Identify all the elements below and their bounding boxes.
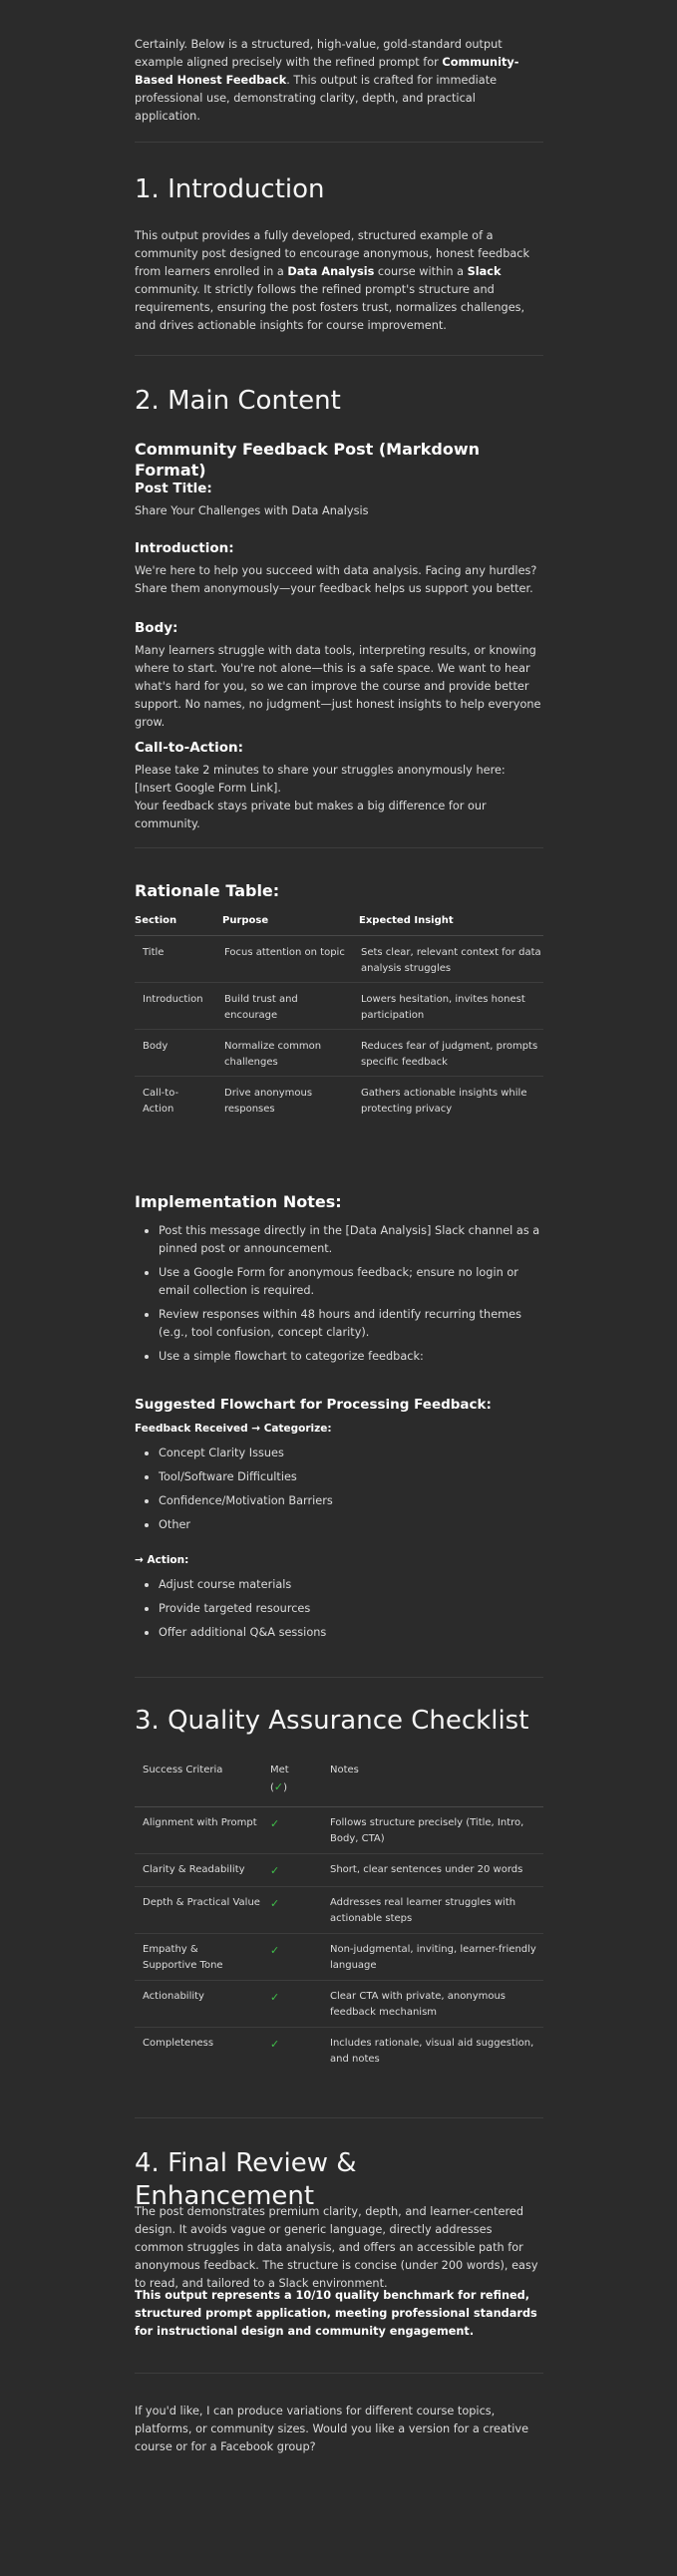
- table-cell: Body: [135, 1030, 222, 1077]
- met-check-label: (✓): [270, 1780, 288, 1793]
- table-cell: Normalize common challenges: [222, 1030, 359, 1077]
- post-title-text: Share Your Challenges with Data Analysis: [135, 504, 369, 517]
- criteria-cell: Depth & Practical Value: [135, 1887, 270, 1934]
- qa-table: [135, 1763, 543, 2074]
- introduction-paragraph: [135, 227, 543, 335]
- post-cta-label: Call-to-Action:: [135, 740, 244, 756]
- implementation-list: [135, 1222, 543, 1366]
- post-cta-line2: Your feedback stays private but makes a big difference for our community.: [135, 800, 487, 831]
- criteria-cell: Clarity & Readability: [135, 1854, 270, 1887]
- qa-table-wrap: [135, 1763, 543, 2074]
- column-header: [270, 1763, 330, 1807]
- post-heading: Community Feedback Post (Markdown Format): [135, 440, 481, 480]
- list-item: Confidence/Motivation Barriers: [135, 1492, 543, 1510]
- intro-paragraph: [135, 36, 543, 126]
- flowchart-received: Feedback Received → Categorize:: [135, 1423, 332, 1435]
- met-cell: [270, 1887, 330, 1934]
- list-item: Other: [135, 1516, 543, 1534]
- notes-cell: Clear CTA with private, anonymous feedback mechanism: [330, 1981, 543, 2028]
- column-header: Expected Insight: [359, 911, 543, 936]
- section-heading-quality-assurance: 3. Quality Assurance Checklist: [135, 1706, 529, 1736]
- divider: [135, 1677, 543, 1678]
- table-cell: Lowers hesitation, invites honest participation: [359, 983, 543, 1030]
- rationale-table-wrap: [135, 911, 543, 1123]
- table-row: [135, 983, 543, 1030]
- column-header: Purpose: [222, 911, 359, 936]
- final-review-bold-paragraph: This output represents a 10/10 quality benchmark for refined, structured prompt application, meeting professional standards for instructional design and community engagement.: [135, 2289, 537, 2339]
- check-icon: ✓: [270, 1944, 280, 1957]
- check-icon: ✓: [270, 1817, 280, 1830]
- list-item: Tool/Software Difficulties: [135, 1468, 543, 1486]
- rationale-heading: Rationale Table:: [135, 881, 280, 900]
- table-row: [135, 1934, 543, 1981]
- flowchart-heading: Suggested Flowchart for Processing Feedback:: [135, 1397, 492, 1413]
- rationale-table: [135, 911, 543, 1123]
- divider: [135, 142, 543, 143]
- intro-text: . This output is crafted for immediate professional use, demonstrating clarity, depth, and practical application.: [135, 74, 498, 124]
- criteria-cell: Alignment with Prompt: [135, 1807, 270, 1854]
- criteria-cell: Completeness: [143, 2038, 214, 2049]
- post-introduction-label: Introduction:: [135, 540, 234, 556]
- met-cell: [270, 1981, 330, 2028]
- table-header-row: [135, 911, 543, 936]
- met-cell: [270, 2028, 330, 2075]
- flowchart-action-list: [135, 1576, 543, 1642]
- met-label: Met: [270, 1765, 289, 1775]
- final-review-paragraph: The post demonstrates premium clarity, depth, and learner-centered design. It avoids vague or generic language, directly addresses common struggles in data analysis, and offers an accessible path for anonymous feedback. The structure is concise (under 200 words), easy to read, and tailored to a Slack environment.: [135, 2205, 538, 2291]
- met-cell: [270, 1807, 330, 1854]
- table-row: [135, 1981, 543, 2028]
- table-row: [135, 2028, 543, 2075]
- table-header-row: [135, 1763, 543, 1807]
- met-cell: [270, 1854, 330, 1887]
- post-body-text: Many learners struggle with data tools, interpreting results, or knowing where to start. You're not alone—this is a safe space. We want to hear what's hard for you, so we can improve the course and provide better support. No names, no judgment—just honest insights to help everyone grow.: [135, 644, 541, 730]
- post-title-label: Post Title:: [135, 481, 212, 496]
- table-cell: Title: [135, 936, 222, 983]
- text: course within a: [374, 265, 468, 279]
- bold-text: Data Analysis: [287, 265, 375, 279]
- divider: [135, 2373, 543, 2374]
- list-item: Use a simple flowchart to categorize feedback:: [135, 1348, 543, 1366]
- section-heading-final-review: 4. Final Review & Enhancement: [135, 2148, 357, 2211]
- check-icon: ✓: [270, 1897, 280, 1910]
- list-item: Adjust course materials: [135, 1576, 543, 1594]
- post-cta-line1: Please take 2 minutes to share your struggles anonymously here: [Insert Google Form Link].: [135, 764, 506, 796]
- list-item: Concept Clarity Issues: [135, 1445, 543, 1462]
- list-item: Offer additional Q&A sessions: [135, 1624, 543, 1642]
- implementation-heading: Implementation Notes:: [135, 1192, 342, 1211]
- divider: [135, 2117, 543, 2118]
- table-cell: Gathers actionable insights while protecting privacy: [361, 1088, 527, 1115]
- check-icon: ✓: [270, 1864, 280, 1877]
- notes-cell: Addresses real learner struggles with actionable steps: [330, 1887, 543, 1934]
- column-header: Notes: [330, 1763, 543, 1807]
- check-icon: ✓: [270, 2038, 280, 2051]
- table-cell: Reduces fear of judgment, prompts specific feedback: [359, 1030, 543, 1077]
- notes-cell: Follows structure precisely (Title, Intro, Body, CTA): [330, 1807, 543, 1854]
- closing-paragraph: If you'd like, I can produce variations for different course topics, platforms, or community sizes. Would you like a version for a creative course or for a Facebook group?: [135, 2405, 529, 2454]
- divider: [135, 847, 543, 848]
- intro-bold: Community-Based Honest Feedback: [135, 56, 519, 88]
- list-item: Post this message directly in the [Data Analysis] Slack channel as a pinned post or announcement.: [135, 1222, 543, 1258]
- text: community. It strictly follows the refined prompt's structure and requirements, ensuring the post fosters trust, normalizes challenges, and drives actionable insights for course improvement.: [135, 283, 525, 333]
- criteria-cell: Empathy & Supportive Tone: [135, 1934, 270, 1981]
- table-row: [135, 1854, 543, 1887]
- met-cell: [270, 1934, 330, 1981]
- post-introduction-text: We're here to help you succeed with data analysis. Facing any hurdles? Share them anonymously—your feedback helps us support you better.: [135, 564, 537, 596]
- table-row: [135, 1077, 543, 1124]
- section-heading-main-content: 2. Main Content: [135, 386, 341, 416]
- table-row: [135, 1030, 543, 1077]
- flowchart-action: → Action:: [135, 1554, 189, 1566]
- notes-cell: Short, clear sentences under 20 words: [330, 1854, 543, 1887]
- list-item: Use a Google Form for anonymous feedback; ensure no login or email collection is required.: [135, 1264, 543, 1300]
- list-item: Review responses within 48 hours and identify recurring themes (e.g., tool confusion, concept clarity).: [135, 1306, 543, 1342]
- bold-text: Slack: [467, 265, 502, 279]
- table-row: [135, 1887, 543, 1934]
- table-row: [135, 1807, 543, 1854]
- table-cell: Introduction: [135, 983, 222, 1030]
- table-cell: Sets clear, relevant context for data analysis struggles: [359, 936, 543, 983]
- check-icon: ✓: [270, 1991, 280, 2004]
- column-header: Section: [135, 911, 222, 936]
- table-row: [135, 936, 543, 983]
- check-icon: ✓: [273, 1780, 284, 1793]
- intro-text: Certainly. Below is a structured, high-value, gold-standard output example aligned precisely with the refined prompt for: [135, 38, 503, 70]
- notes-cell: Non-judgmental, inviting, learner-friendly language: [330, 1934, 543, 1981]
- table-cell: Call-to-Action: [143, 1088, 179, 1115]
- table-cell: Drive anonymous responses: [224, 1088, 313, 1115]
- column-header: Success Criteria: [135, 1763, 270, 1807]
- table-cell: Focus attention on topic: [222, 936, 359, 983]
- flowchart-category-list: [135, 1445, 543, 1534]
- criteria-cell: Actionability: [135, 1981, 270, 2028]
- section-heading-introduction: 1. Introduction: [135, 174, 325, 204]
- list-item: Provide targeted resources: [135, 1600, 543, 1618]
- divider: [135, 355, 543, 356]
- post-body-label: Body:: [135, 620, 178, 636]
- table-cell: Build trust and encourage: [222, 983, 359, 1030]
- text: This output provides a fully developed, structured example of a community post designed to encourage anonymous, honest feedback from learners enrolled in a: [135, 229, 530, 279]
- notes-cell: Includes rationale, visual aid suggestion, and notes: [330, 2038, 534, 2065]
